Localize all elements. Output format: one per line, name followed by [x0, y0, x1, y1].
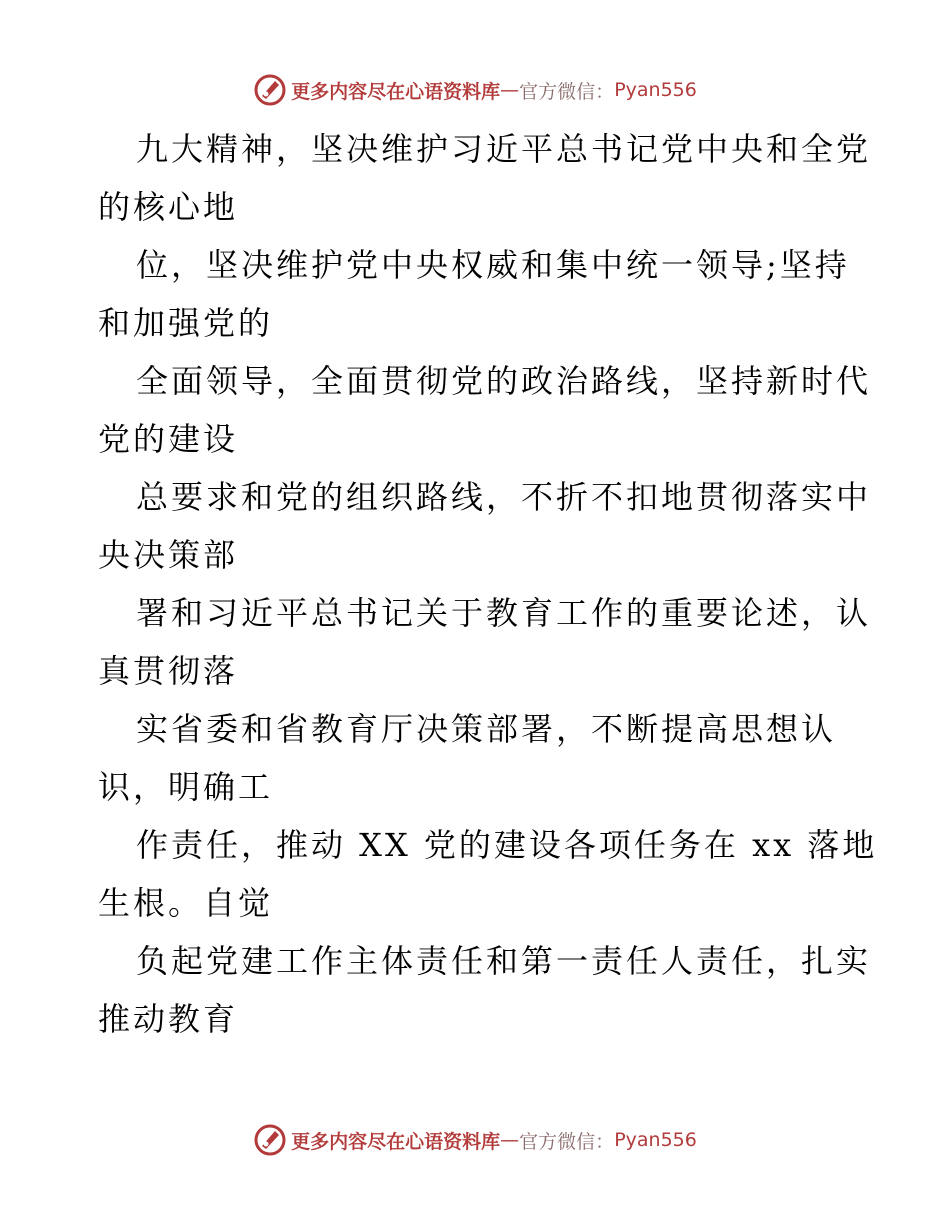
body-text-line: 党的建设	[98, 420, 239, 458]
library-logo-icon	[253, 1123, 287, 1157]
header-banner	[0, 70, 950, 110]
footer-banner	[0, 1120, 950, 1160]
library-logo-icon	[253, 73, 287, 107]
body-text-line: 位，坚决维护党中央权威和集中统一领导;坚持	[136, 246, 850, 284]
body-text-line: 的核心地	[98, 188, 239, 226]
body-text-line: 识，明确工	[98, 768, 274, 806]
body-text-line: 真贯彻落	[98, 652, 239, 690]
banner-wechat-id: Pyan556	[614, 79, 697, 101]
banner-official-label: 官方微信：	[519, 80, 615, 103]
banner-wechat-id: Pyan556	[614, 1129, 697, 1151]
body-text-line: 实省委和省教育厅决策部署，不断提高思想认	[136, 710, 837, 748]
body-text-line: 推动教育	[98, 1000, 239, 1038]
body-text-line: 生根。自觉	[98, 884, 274, 922]
banner-separator: —	[500, 1129, 520, 1151]
body-text-line: 作责任，推动 XX 党的建设各项任务在 xx 落地	[136, 826, 878, 864]
body-text-line: 署和习近平总书记关于教育工作的重要论述，认	[136, 594, 872, 632]
banner-promo-text: 更多内容尽在心语资料库	[291, 1130, 501, 1153]
document-body	[98, 120, 878, 1048]
body-text-line: 央决策部	[98, 536, 239, 574]
body-text-line: 全面领导，全面贯彻党的政治路线，坚持新时代	[136, 362, 872, 400]
banner-separator: —	[500, 79, 520, 101]
banner-promo-text: 更多内容尽在心语资料库	[291, 80, 501, 103]
body-text-line: 九大精神，坚决维护习近平总书记党中央和全党	[136, 130, 872, 168]
banner-official-label: 官方微信：	[519, 1130, 615, 1153]
body-text-line: 总要求和党的组织路线，不折不扣地贯彻落实中	[136, 478, 872, 516]
body-text-line: 负起党建工作主体责任和第一责任人责任，扎实	[136, 942, 872, 980]
body-text-line: 和加强党的	[98, 304, 274, 342]
